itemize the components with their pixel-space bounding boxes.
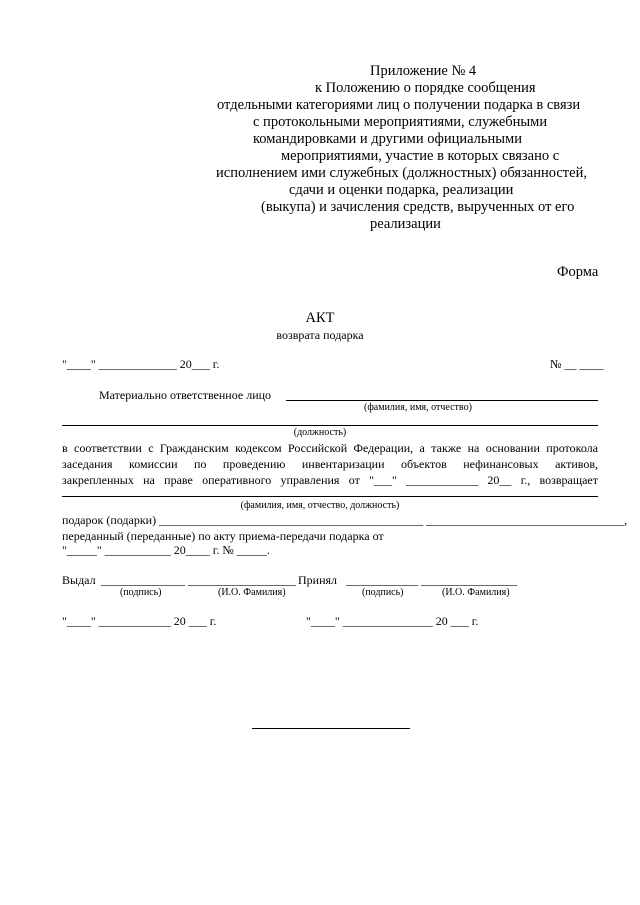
paragraph-line-2: заседания комиссии по проведению инвентаризации объектов нефинансовых активов,: [62, 457, 598, 471]
responsible-person-caption: (фамилия, имя, отчество): [364, 402, 472, 413]
received-date-field: "____" _______________ 20 ___ г.: [306, 614, 479, 628]
position-caption: (должность): [293, 427, 347, 438]
issued-signature-caption: (подпись): [120, 587, 162, 598]
responsible-person-label: Материально ответственное лицо: [99, 388, 272, 402]
appendix-line-6: исполнением ими служебных (должностных) обязанностей,: [216, 165, 587, 181]
received-name-caption: (И.О. Фамилия): [442, 587, 510, 598]
responsible-person-line: [286, 400, 598, 401]
form-label: Форма: [557, 264, 599, 280]
act-number-field: № __ ____: [550, 357, 604, 371]
paragraph-line-3: закрепленных на праве оперативного управления от "___" ____________ 20__ г., возвращает: [62, 473, 598, 487]
issued-signature-blanks: ______________ __________________: [101, 573, 296, 587]
position-line: [62, 425, 598, 426]
recipient-line: [62, 496, 598, 497]
appendix-number: Приложение № 4: [370, 63, 477, 79]
recipient-caption: (фамилия, имя, отчество, должность): [240, 500, 400, 511]
act-subtitle: возврата подарка: [276, 328, 364, 342]
closing-divider: [252, 728, 410, 729]
appendix-line-8: (выкупа) и зачисления средств, вырученных от его: [261, 199, 575, 215]
issued-name-caption: (И.О. Фамилия): [218, 587, 286, 598]
act-date-field: "____" _____________ 20___ г.: [62, 357, 220, 371]
received-signature-blanks: ____________ ________________: [346, 573, 517, 587]
appendix-line-2: отдельными категориями лиц о получении подарка в связи: [217, 97, 581, 113]
issued-date-field: "____" ____________ 20 ___ г.: [62, 614, 217, 628]
received-label: Принял: [298, 573, 338, 587]
appendix-line-1: к Положению о порядке сообщения: [315, 80, 536, 96]
act-title: АКТ: [305, 310, 335, 326]
appendix-line-7: сдачи и оценки подарка, реализации: [289, 182, 514, 198]
gift-line: подарок (подарки) ____________________________________________ _________________________________,: [62, 513, 628, 527]
paragraph-line-1: в соответствии с Гражданским кодексом Российской Федерации, а также на основании протокола: [62, 441, 598, 455]
transferred-line-2: "_____" ___________ 20____ г. № _____.: [62, 543, 270, 557]
appendix-line-4: командировками и другими официальными: [253, 131, 522, 147]
appendix-line-3: с протокольными мероприятиями, служебными: [253, 114, 548, 130]
received-signature-caption: (подпись): [362, 587, 404, 598]
appendix-line-5: мероприятиями, участие в которых связано с: [281, 148, 560, 164]
transferred-line-1: переданный (переданные) по акту приема-передачи подарка от: [62, 529, 384, 543]
issued-label: Выдал: [62, 573, 96, 587]
appendix-line-9: реализации: [370, 216, 441, 232]
